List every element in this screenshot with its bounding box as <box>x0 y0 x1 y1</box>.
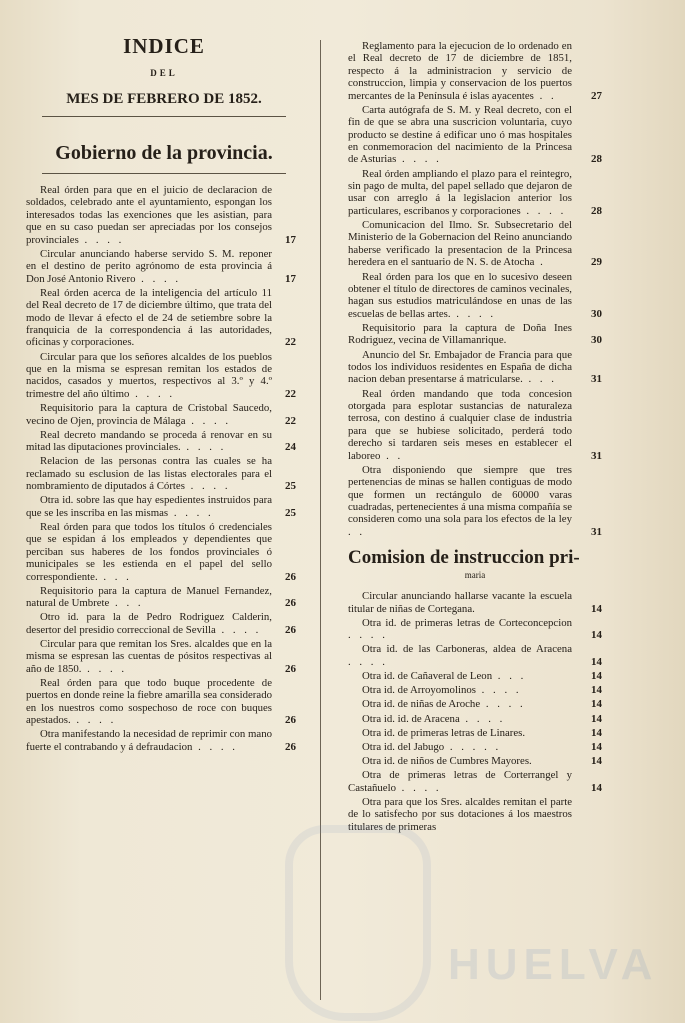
entry-text: Otra id. del Jabugo <box>362 741 445 754</box>
entry-page-number: 25 <box>285 506 296 519</box>
entry-page-number: 26 <box>285 570 296 583</box>
entry-page-number: 27 <box>591 89 602 102</box>
entry-text: Carta autógrafa de S. M. y Real decreto, con el fin de que se abra una suscricion voluntaria, cuyo producto se destine á edificar uno ó mas hospitales en conmemoracion del nacimiento de la Princesa de Asturias <box>348 103 572 166</box>
entry-text: Real órden acerca de la inteligencia del artículo 11 del Real decreto de 17 de diciembre último, que trata del modo de llevar á efecto el de 24 de setiembre sobre la franquicia de la correspondencia á las autoridades, oficinas y corporaciones. <box>26 286 272 349</box>
index-entry: Otra manifestando la necesidad de reprimir con mano fuerte el contrabando y á defraudacion . . . . 26 <box>26 728 296 753</box>
index-entry: Otra id. de primeras letras de Corteconcepcion . . . . 14 <box>348 616 602 642</box>
entry-page-number: 25 <box>285 480 296 493</box>
entry-text: Real órden ampliando el plazo para el reintegro, sin pago de multa, del papel sellado que dejaron de usar con arreglo á la legislacion anterior los particulares, escribanos y corporaciones <box>348 167 572 217</box>
index-entry: Otra id. del Jabugo . . . . . 14 <box>362 741 602 754</box>
index-entry: Reglamento para la ejecucion de lo ordenado en el Real decreto de 17 de diciembre de 1851, respecto á la administracion y servicio de construccion, limpia y conservacion de los puertos mercantes de la Península é islas ayacentes . . 27 <box>348 40 602 102</box>
entry-text: Anuncio del Sr. Embajador de Francia para que todos los individuos residentes en España de dicha nacion deban presentarse á matricularse. <box>348 348 572 386</box>
index-entry <box>348 727 602 739</box>
entry-text: Real órden para los que en lo sucesivo deseen obtener el título de directores de caminos vecinales, hagan sus estudios matriculándose en unas de las escuelas de bellas artes. <box>348 270 572 320</box>
entry-page-number: 22 <box>285 414 296 427</box>
entry-page-number: 30 <box>591 334 602 347</box>
index-entry <box>348 755 602 767</box>
comision-entry-list <box>348 590 602 833</box>
entry-text: Real órden para que en el juicio de declaracion de soldados, celebrado ante el ayuntamiento, espongan los interesados todas las exenciones que les asistian, para que en su caso puedan ser apreciadas por los consejos provinciales <box>26 184 272 246</box>
index-entry: Otra id. de las Carboneras, aldea de Aracena . . . . 14 <box>348 643 602 668</box>
index-entry <box>26 287 302 349</box>
index-entry: Requisitorio para la captura de Manuel Fernandez, natural de Umbrete . . . 26 <box>26 584 296 610</box>
left-entry-list <box>26 184 302 753</box>
entry-page-number: 26 <box>285 714 296 727</box>
entry-page-number: 14 <box>591 712 602 725</box>
entry-text: Reglamento para la ejecucion de lo ordenado en el Real decreto de 17 de diciembre de 1851, respecto á la administracion y servicio de construccion, limpia y conservacion de los puertos mercantes de la Península é islas ayacentes <box>348 40 572 102</box>
entry-page-number: 14 <box>591 698 602 711</box>
library-stamp-mark <box>285 825 431 1021</box>
index-entry: Otro id. para la de Pedro Rodriguez Calderin, desertor del presidio correccional de Sevilla . . . . 26 <box>26 611 296 636</box>
index-entry: Otra id. de Cañaveral de Leon . . . 14 <box>362 670 602 683</box>
entry-page-number: 26 <box>285 740 296 753</box>
entry-text: Otra id. id. de Aracena <box>362 712 460 725</box>
entry-text: Real decreto mandando se proceda á renovar en su mitad las diputaciones provinciales. <box>26 428 272 454</box>
entry-text: Otra id. de Cañaveral de Leon <box>362 670 493 683</box>
entry-page-number: 24 <box>285 441 296 454</box>
index-entry: Real órden para que en el juicio de declaracion de soldados, celebrado ante el ayuntamiento, espongan los interesados todas las exenciones que les asistian, para que en su caso puedan ser apreciadas por los consejos provinciales . . . . 17 <box>26 184 296 246</box>
index-entry: Otra id. sobre las que hay espedientes instruidos para que se les inscriba en las mismas . . . . 25 <box>26 494 296 519</box>
entry-text: Otra id. de primeras letras de Linares. <box>362 726 526 739</box>
entry-text: Otro id. para la de Pedro Rodriguez Calderin, desertor del presidio correccional de Sevilla <box>26 611 272 636</box>
entry-text: Otra id. sobre las que hay espedientes instruidos para que se les inscriba en las mismas <box>26 494 272 519</box>
entry-text: Circular para que remitan los Sres. alcaldes que en la misma se espresan las cuentas de pósitos respectivas al año de 1850. <box>26 637 272 675</box>
entry-text: Otra id. de primeras letras de Corteconcepcion <box>362 616 572 629</box>
index-month: MES DE FEBRERO DE 1852. <box>66 91 262 107</box>
entry-text: Otra id. de niños de Cumbres Mayores. <box>362 755 532 768</box>
entry-page-number: 26 <box>285 597 296 610</box>
index-del: DEL <box>150 68 178 78</box>
section-rule <box>42 173 286 174</box>
index-entry: Relacion de las personas contra las cuales se ha reclamado su esclusion de las listas electorales para el nombramiento de diputados á Córtes . . . . 25 <box>26 455 296 493</box>
entry-page-number: 28 <box>591 153 602 166</box>
index-entry: Circular para que remitan los Sres. alcaldes que en la misma se espresan las cuentas de pósitos respectivas al año de 1850. . . . . 26 <box>26 637 296 675</box>
entry-text: Real órden para que todos los títulos ó credenciales que se espidan á los empleados y dependientes que perciban sus haberes de los fondos provinciales ó municipales se les estienda en el papel del sello correspondiente. <box>26 520 272 583</box>
index-entry: Carta autógrafa de S. M. y Real decreto, con el fin de que se abra una suscricion voluntaria, cuyo producto se destine á edificar uno ó mas hospitales en conmemoracion del nacimiento de la Princesa de Asturias . . . . 28 <box>348 103 602 166</box>
entry-page-number: 28 <box>591 204 602 217</box>
index-entry: Otra disponiendo que siempre que tres pertenencias de minas se hallen contiguas de modo que formen un rectángulo de 60000 varas cuadradas, pertenecientes á una misma compañía se consideren como una sola para los efectos de la ley . . 31 <box>348 463 602 538</box>
entry-page-number: 14 <box>591 602 602 615</box>
entry-text: Real órden mandando que toda concesion otorgada para esplotar sustancias de naturaleza terrosa, con destino á cualquier clase de industria para que se hubiese solicitado, perderá todo derecho si tardaren seis meses en establecer el laboreo <box>348 387 572 462</box>
entry-page-number: 14 <box>591 684 602 697</box>
index-entry <box>348 590 602 615</box>
index-entry: Otra id. de niñas de Aroche . . . . 14 <box>362 698 602 711</box>
right-entry-list <box>348 40 602 538</box>
index-entry: Real órden mandando que toda concesion otorgada para esplotar sustancias de naturaleza terrosa, con destino á cualquier clase de industria para que se hubiese solicitado, perderá todo derecho si tardaren seis meses en establecer el laboreo . . 31 <box>348 387 602 462</box>
index-entry: Circular anunciando haberse servido S. M. reponer en el destino de perito agrónomo de esta provincia á Don José Antonio Rivero . . . . 17 <box>26 247 296 285</box>
entry-page-number: 17 <box>285 233 296 246</box>
entry-page-number: 14 <box>591 781 602 794</box>
title-rule <box>42 116 286 117</box>
entry-text: Otra id. de Arroyomolinos <box>362 684 476 697</box>
entry-page-number: 31 <box>591 449 602 462</box>
entry-text: Real órden para que todo buque procedente de puertos en donde reine la fiebre amarilla sea considerado en los nuestros como sospechoso de roce con buques apestados. <box>26 677 272 727</box>
entry-text: Requisitorio para la captura de Cristobal Saucedo, vecino de Ojen, provincia de Málaga <box>26 402 272 427</box>
index-title: INDICE <box>123 34 205 58</box>
entry-page-number: 14 <box>591 741 602 754</box>
entry-page-number: 31 <box>591 373 602 386</box>
index-entry: Otra id. id. de Aracena . . . . 14 <box>362 712 602 725</box>
entry-text: Otra id. de niñas de Aroche <box>362 698 481 711</box>
index-entry: Real órden ampliando el plazo para el reintegro, sin pago de multa, del papel sellado que dejaron de usar con arreglo á la legislacion anterior los particulares, escribanos y corporaciones . . . . 28 <box>348 167 602 217</box>
entry-text: Requisitorio para la captura de Doña Ines Rodriguez, vecina de Villamanrique. <box>348 321 572 347</box>
entry-text: Relacion de las personas contra las cuales se ha reclamado su esclusion de las listas electorales para el nombramiento de diputados á Córtes <box>26 455 272 493</box>
entry-page-number: 14 <box>591 670 602 683</box>
entry-page-number: 26 <box>285 623 296 636</box>
index-entry: Real órden para que todo buque procedente de puertos en donde reine la fiebre amarilla sea considerado en los nuestros como sospechoso de roce con buques apestados. . . . . 26 <box>26 677 296 727</box>
entry-text: Circular para que los señores alcaldes de los pueblos que en la misma se espresan remitan los estados de nacidos, casados y muertos, respectivos al 3.º y 4.º trimestre del año último <box>26 350 272 400</box>
index-entry: Otra id. de Arroyomolinos . . . . 14 <box>362 684 602 697</box>
entry-page-number: 30 <box>591 307 602 320</box>
entry-page-number: 14 <box>591 726 602 739</box>
entry-page-number: 14 <box>591 755 602 768</box>
section-heading-gobierno: Gobierno de la provincia. <box>55 142 273 164</box>
entry-page-number: 29 <box>591 256 602 269</box>
index-entry: Anuncio del Sr. Embajador de Francia para que todos los individuos residentes en España de dicha nacion deban presentarse á matricularse. . . . 31 <box>348 348 602 386</box>
left-column <box>26 34 302 755</box>
entry-text: Otra disponiendo que siempre que tres pertenencias de minas se hallen contiguas de modo que formen un rectángulo de 60000 varas cuadradas, pertenecientes á una misma compañía se consideren como una sola para los efectos de la ley <box>348 463 572 526</box>
entry-page-number: 31 <box>591 525 602 538</box>
index-entry: Real órden para los que en lo sucesivo deseen obtener el título de directores de caminos vecinales, hagan sus estudios matriculándose en unas de las escuelas de bellas artes. . . . . 30 <box>348 270 602 320</box>
entry-text: Otra para que los Sres. alcaldes remitan el parte de lo satisfecho por sus dotaciones á los maestros titulares de primeras <box>348 796 572 833</box>
index-entry: Comunicacion del Ilmo. Sr. Subsecretario del Ministerio de la Gobernacion del Reino anunciando haberse verificado la presentacion de la Princesa heredera en el santuario de N. S. de Atocha . 29 <box>348 219 602 269</box>
entry-text: Circular anunciando hallarse vacante la escuela titular de niñas de Cortegana. <box>348 590 572 615</box>
entry-page-number: 26 <box>285 662 296 675</box>
index-entry: Real decreto mandando se proceda á renovar en su mitad las diputaciones provinciales. . . . . 24 <box>26 428 296 454</box>
index-entry: Requisitorio para la captura de Cristobal Saucedo, vecino de Ojen, provincia de Málaga . . . . 22 <box>26 402 296 427</box>
entry-page-number: 14 <box>591 655 602 668</box>
entry-text: Circular anunciando haberse servido S. M. reponer en el destino de perito agrónomo de esta provincia á Don José Antonio Rivero <box>26 247 272 285</box>
index-entry <box>348 322 602 347</box>
section-heading-comision: Comision de instruccion pri- <box>348 547 580 569</box>
entry-page-number: 17 <box>285 272 296 285</box>
right-column <box>348 40 602 835</box>
entry-text: Otra manifestando la necesidad de reprimir con mano fuerte el contrabando y á defraudacion <box>26 728 272 753</box>
entry-page-number: 14 <box>591 629 602 642</box>
index-entry: Otra de primeras letras de Corterrangel y Castañuelo . . . . 14 <box>348 769 602 794</box>
entry-page-number: 22 <box>285 387 296 400</box>
index-entry: Circular para que los señores alcaldes de los pueblos que en la misma se espresan remitan los estados de nacidos, casados y muertos, respectivos al 3.º y 4.º trimestre del año último . . . . 22 <box>26 350 296 400</box>
entry-page-number: 22 <box>285 336 296 349</box>
entry-text: Requisitorio para la captura de Manuel Fernandez, natural de Umbrete <box>26 584 272 610</box>
entry-text: Otra id. de las Carboneras, aldea de Aracena <box>362 643 572 656</box>
entry-text: Comunicacion del Ilmo. Sr. Subsecretario del Ministerio de la Gobernacion del Reino anunciando haberse verificado la presentacion de la Princesa heredera en el santuario de N. S. de Atocha <box>348 219 572 269</box>
section-heading-comision-cont: maria <box>464 570 486 581</box>
library-watermark: HUELVA <box>448 940 659 989</box>
index-entry: Real órden para que todos los títulos ó credenciales que se espidan á los empleados y dependientes que perciban sus haberes de los fondos provinciales ó municipales se les estienda en el papel del sello correspondiente. . . . 26 <box>26 520 296 583</box>
entry-text: Otra de primeras letras de Corterrangel y Castañuelo <box>348 769 572 794</box>
